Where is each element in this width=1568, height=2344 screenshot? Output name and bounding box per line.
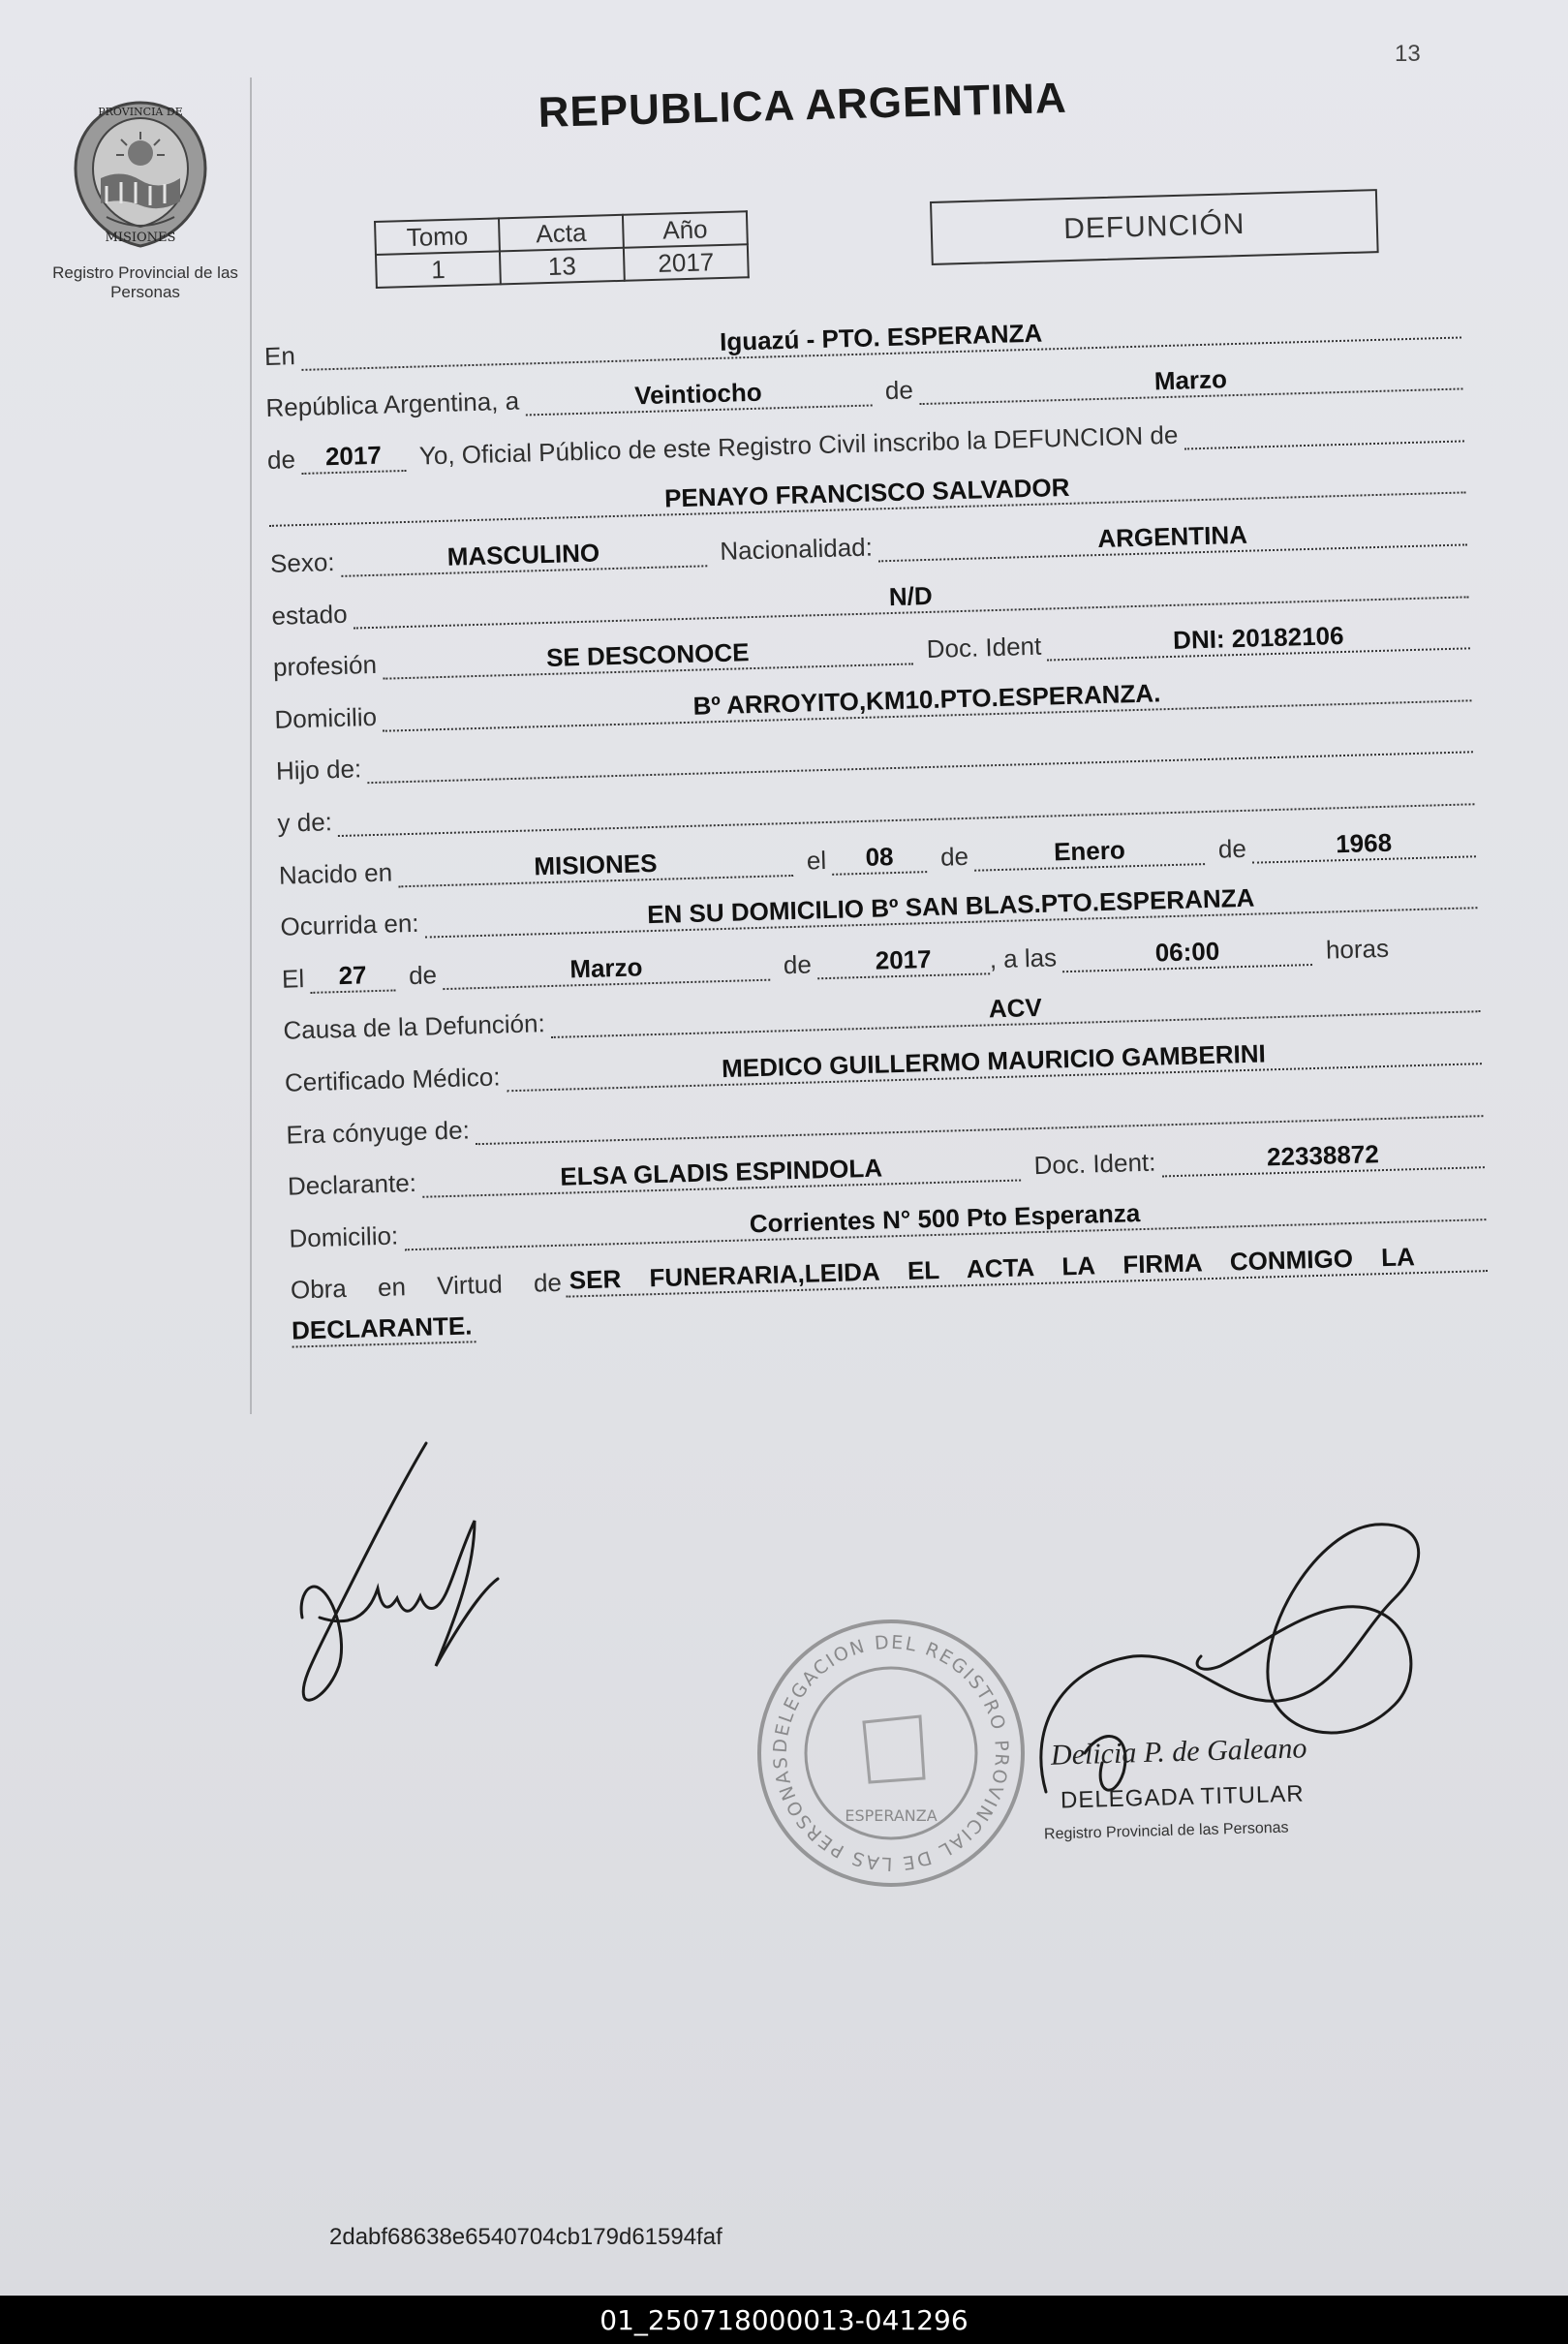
a-las-label: , a las xyxy=(989,942,1058,974)
obra-value-continued: DECLARANTE. xyxy=(292,1311,477,1348)
registry-round-seal-icon xyxy=(746,1608,1036,1898)
death-de2-label: de xyxy=(783,949,813,979)
declarante-value: ELSA GLADIS ESPINDOLA xyxy=(421,1149,1021,1198)
en-label: En xyxy=(263,340,296,371)
crest-ring-text-top: PROVINCIA DE xyxy=(98,106,183,118)
de-year-label: de xyxy=(266,444,296,475)
registry-caption: Registro Provincial de las Personas xyxy=(52,263,238,301)
birthplace-value: MISIONES xyxy=(398,843,794,886)
obra-word: en xyxy=(377,1272,407,1303)
obra-value: SER FUNERARIA,LEIDA EL ACTA LA FIRMA CONMIGO LA xyxy=(565,1239,1488,1298)
misiones-province-crest-icon xyxy=(68,97,213,252)
death-day-value: 27 xyxy=(310,958,396,993)
crest-ring-text-bottom: MISIONES xyxy=(105,231,176,245)
republica-label: República Argentina, a xyxy=(265,386,520,423)
ocurrida-value: EN SU DOMICILIO Bº SAN BLAS.PTO.ESPERANZA xyxy=(424,876,1477,938)
certificado-value: MEDICO GUILLERMO MAURICIO GAMBERINI xyxy=(506,1032,1482,1092)
causa-value: ACV xyxy=(550,980,1480,1039)
birth-de-label: de xyxy=(939,841,969,872)
declarante-doc-value: 22338872 xyxy=(1161,1135,1485,1177)
declarante-domicilio-value: Corrientes N° 500 Pto Esperanza xyxy=(404,1187,1487,1250)
official-registry: Registro Provincial de las Personas xyxy=(1043,1819,1289,1843)
death-hour-value: 06:00 xyxy=(1062,933,1313,972)
footer-id: 01_250718000013-041296 xyxy=(600,2303,968,2336)
form-body xyxy=(263,286,1489,1347)
footer-id-bar xyxy=(0,2296,1568,2344)
tomo-header: Tomo xyxy=(375,218,500,255)
deceased-name-value: PENAYO FRANCISCO SALVADOR xyxy=(268,461,1465,527)
anio-value: 2017 xyxy=(624,244,749,281)
death-month-value: Marzo xyxy=(442,947,770,989)
record-table xyxy=(374,210,750,289)
official-role: DELEGADA TITULAR xyxy=(1060,1780,1305,1814)
declarante-label: Declarante: xyxy=(287,1168,417,1201)
profesion-label: profesión xyxy=(272,650,378,683)
year-value: 2017 xyxy=(300,439,406,475)
certificado-label: Certificado Médico: xyxy=(284,1062,501,1097)
el-label: el xyxy=(806,845,827,876)
death-de-label: de xyxy=(408,959,438,990)
el2-label: El xyxy=(281,963,305,994)
conyuge-label: Era cónyuge de: xyxy=(286,1114,471,1150)
tomo-value: 1 xyxy=(376,251,501,288)
birth-day-value: 08 xyxy=(832,840,928,876)
birth-de2-label: de xyxy=(1217,833,1247,864)
nacionalidad-label: Nacionalidad: xyxy=(719,532,874,566)
sexo-label: Sexo: xyxy=(269,547,335,578)
doc-ident-value: DNI: 20182106 xyxy=(1047,617,1470,662)
de-label: de xyxy=(884,375,914,406)
day-value: Veintiocho xyxy=(525,374,873,416)
death-year-value: 2017 xyxy=(816,941,990,979)
horas-label: horas xyxy=(1325,933,1390,965)
anio-header: Año xyxy=(623,211,748,248)
estado-label: estado xyxy=(271,599,348,631)
declarant-signature xyxy=(291,1434,523,1714)
birth-month-value: Enero xyxy=(973,832,1205,872)
month-value: Marzo xyxy=(918,357,1462,406)
document-title: REPUBLICA ARGENTINA xyxy=(538,74,1068,137)
estado-value: N/D xyxy=(353,565,1468,629)
act-type-box: DEFUNCIÓN xyxy=(930,189,1379,265)
declarante-domicilio-label: Domicilio: xyxy=(289,1220,399,1253)
nacionalidad-value: ARGENTINA xyxy=(877,512,1467,562)
causa-label: Causa de la Defunción: xyxy=(283,1008,546,1046)
profesion-value: SE DESCONOCE xyxy=(382,632,913,680)
inscribo-text: Yo, Oficial Público de este Registro Civil inscribo la DEFUNCION de xyxy=(418,419,1179,471)
obra-word: de xyxy=(533,1268,563,1298)
nacido-label: Nacido en xyxy=(278,857,393,890)
official-name: Delicia P. de Galeano xyxy=(1050,1732,1307,1772)
document-hash: 2dabf68638e6540704cb179d61594faf xyxy=(329,2224,723,2250)
declarante-doc-label: Doc. Ident: xyxy=(1033,1147,1156,1181)
sexo-value: MASCULINO xyxy=(340,534,707,577)
page-number: 13 xyxy=(1395,41,1421,67)
seal-inner-text: ESPERANZA xyxy=(845,1806,938,1825)
ocurrida-label: Ocurrida en: xyxy=(280,908,419,941)
place-value: Iguazú - PTO. ESPERANZA xyxy=(300,305,1461,370)
hijo-label: Hijo de: xyxy=(275,754,362,786)
doc-ident-label: Doc. Ident xyxy=(926,631,1042,664)
birth-year-value: 1968 xyxy=(1251,824,1476,863)
acta-value: 13 xyxy=(500,248,625,285)
obra-word: Obra xyxy=(290,1274,348,1305)
y-de-label: y de: xyxy=(277,807,333,838)
domicilio-value: Bº ARROYITO,KM10.PTO.ESPERANZA. xyxy=(382,668,1471,731)
obra-word: Virtud xyxy=(436,1269,504,1301)
seal-ring-text: DELEGACION DEL REGISTRO PROVINCIAL DE LAS PERSONAS xyxy=(769,1631,1013,1875)
domicilio-label: Domicilio xyxy=(274,701,378,734)
acta-header: Acta xyxy=(499,215,624,252)
